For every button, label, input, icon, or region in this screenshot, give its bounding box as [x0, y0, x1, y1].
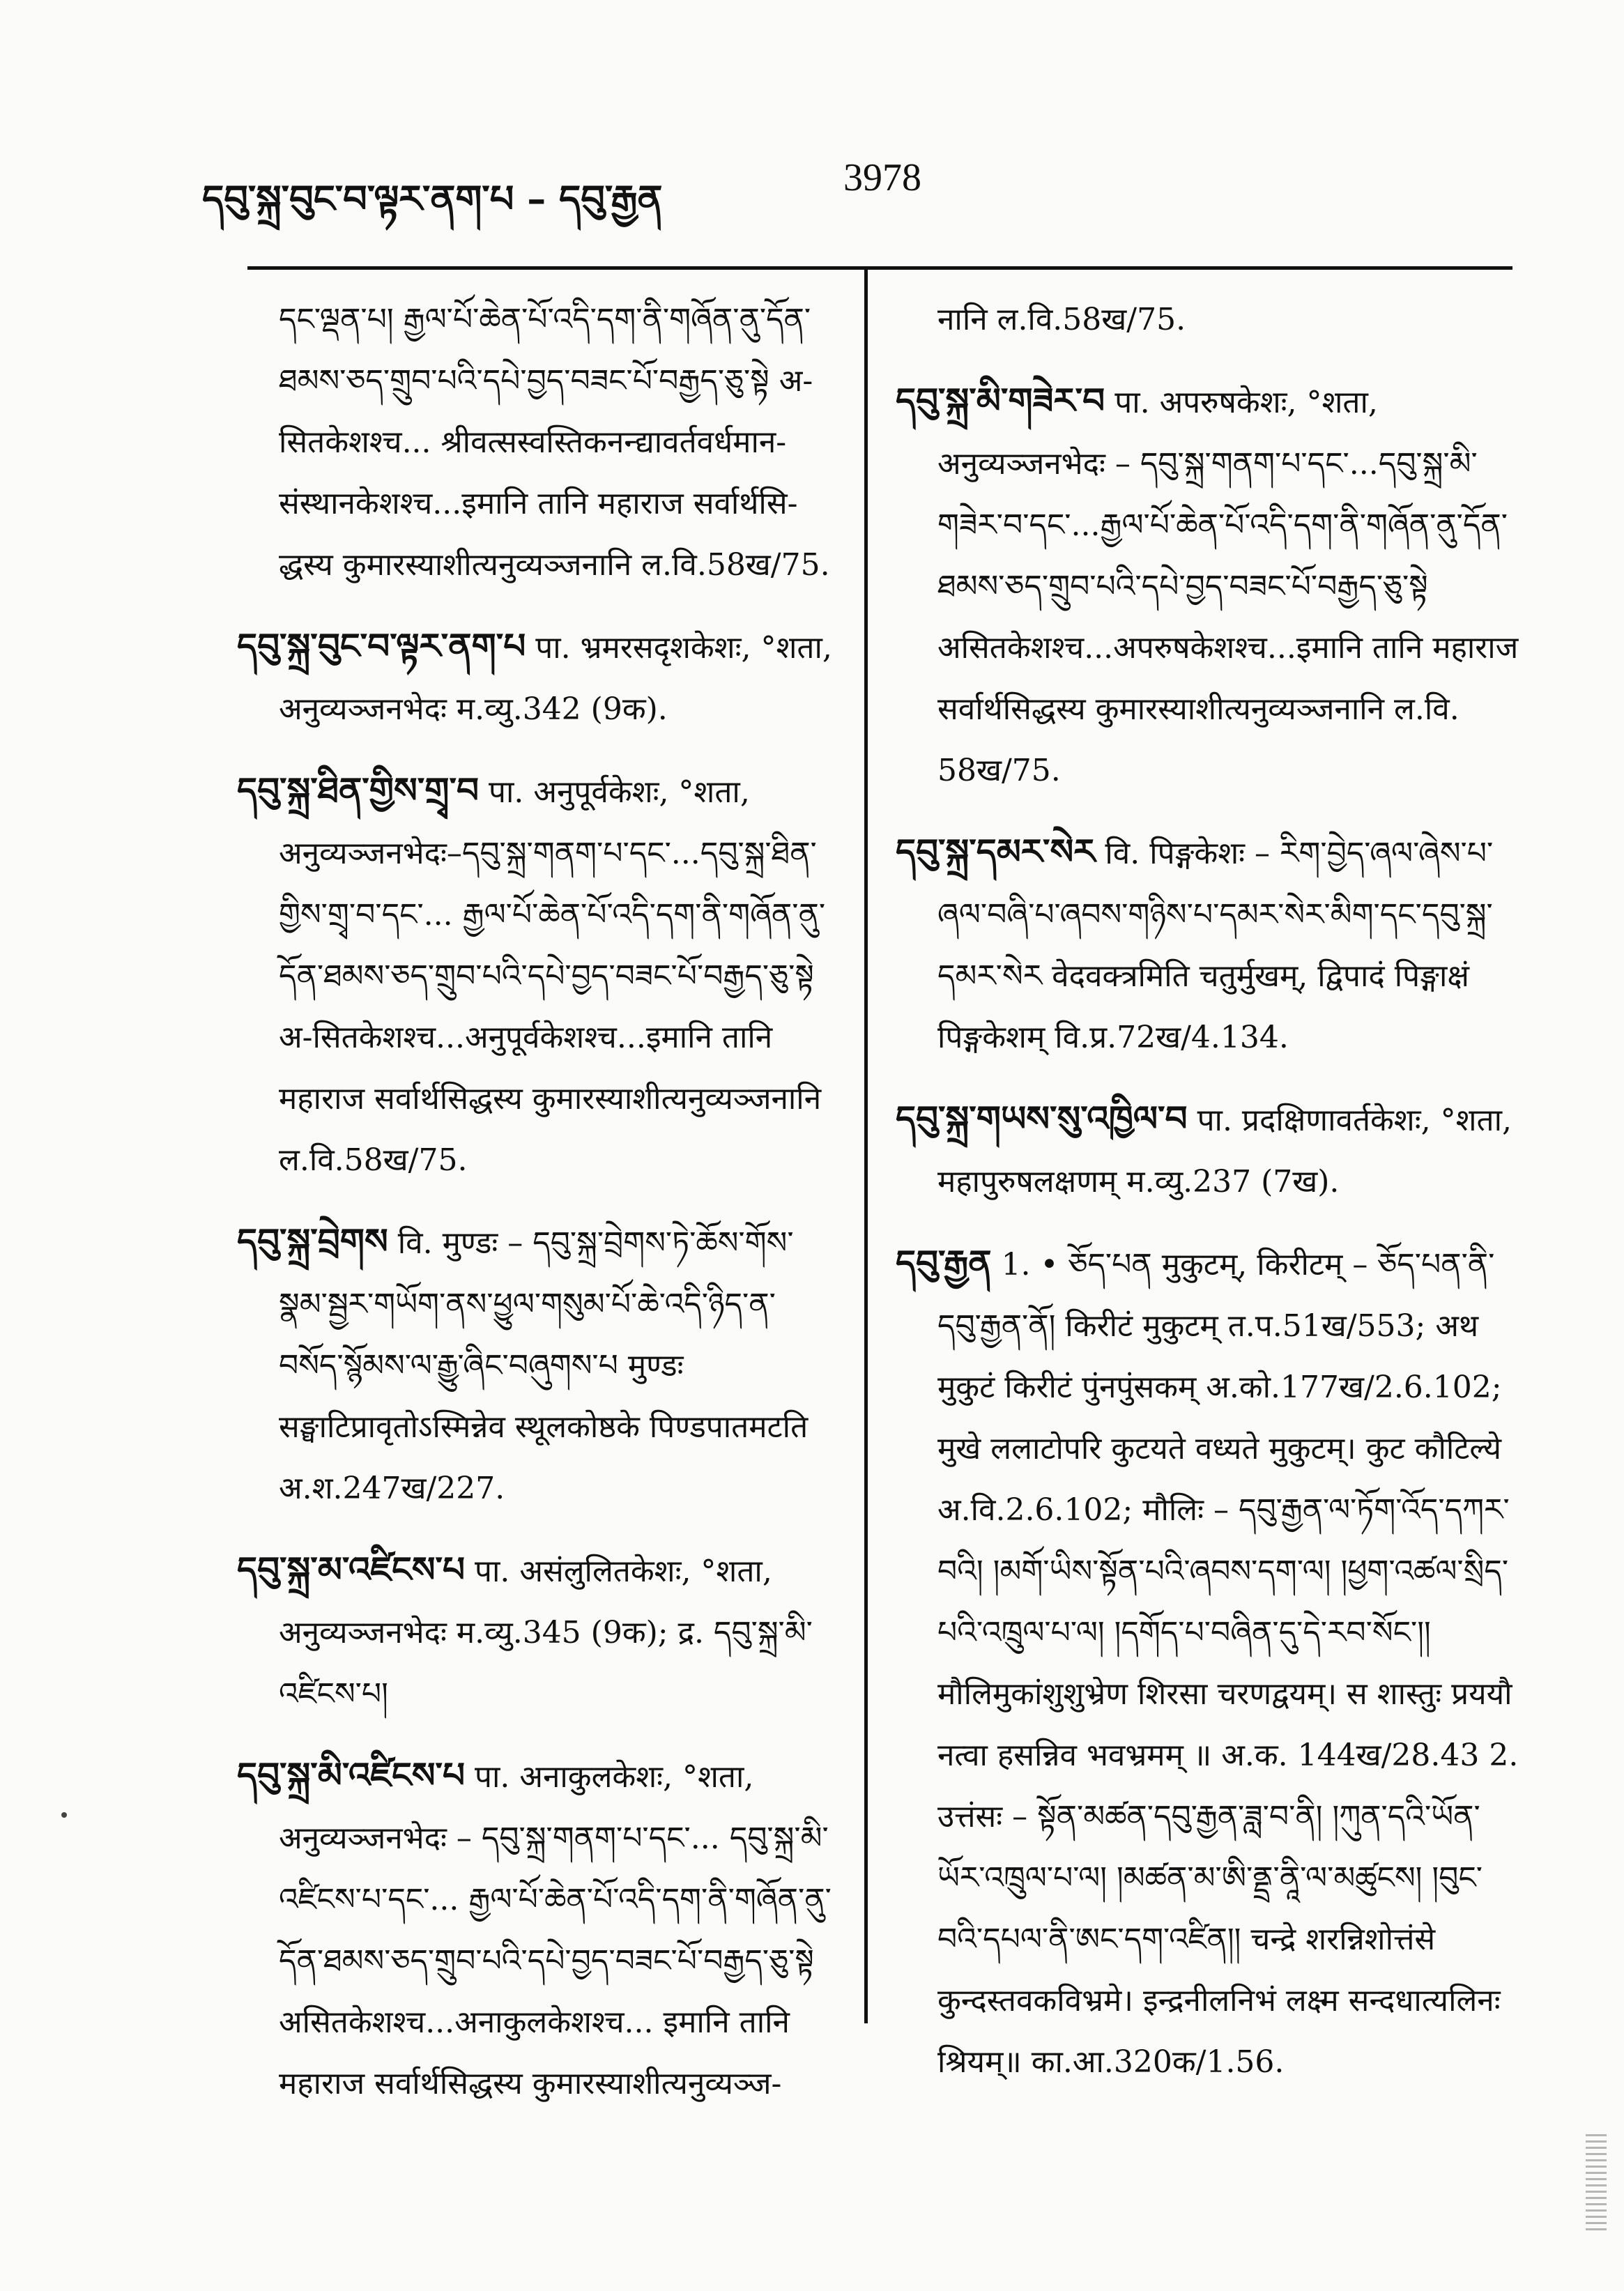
entry-headword: དབུ་སྐྲ་བུང་བ་ལྟར་ནག་པ	[237, 625, 526, 666]
dictionary-entry	[237, 760, 836, 1191]
entry-headword: དབུ་སྐྲ་མ་འཛིངས་པ	[237, 1549, 465, 1590]
dictionary-entry	[896, 370, 1523, 802]
left-column	[237, 289, 836, 2134]
right-column	[896, 289, 1523, 2113]
entry-headword: དབུ་སྐྲ་མི་གཟེར་བ	[896, 380, 1105, 421]
dictionary-entry	[237, 289, 836, 596]
scan-edge-mark	[1586, 2133, 1607, 2230]
dictionary-entry	[237, 615, 836, 740]
dictionary-entry	[237, 1539, 836, 1725]
entry-text: वि. मुण्डः – དབུ་སྐྲ་བྲེགས་ཏེ་ཆོས་གོས་སྣམ་སྦྱར་གཡོག་ནས་ཕྱུལ་གསུམ་པོ་ཆེ་འདི་ཉིད་ན་བསོད་སྙོམས་ལ་རྒྱུ་ཞིང་བཞུགས་པ मुण्डः सङ्घाटिप्रावृतोऽस्मिन्नेव स्थूलकोष्ठके पिण्डपातमटति अ.श.247ख/227.	[279, 1225, 809, 1506]
dictionary-entry	[896, 1232, 1523, 2093]
header-rule	[247, 266, 1512, 270]
entry-text: पा. भ्रमरसदृशकेशः, °शता, अनुव्यञ्जनभेदः म.व्यु.342 (9क).	[279, 630, 832, 727]
guide-words: དབུ་སྐྲ་བུང་བ་ལྟར་ནག་པ – དབུ་རྒྱན	[202, 176, 663, 221]
entry-text: नानि ल.वि.58ख/75.	[937, 302, 1186, 337]
entry-text: पा. अनुपूर्वकेशः, °शता, अनुव्यञ्जनभेदः–དབུ་སྐྲ་གནག་པ་དང་...དབུ་སྐྲ་ཐིན་གྱིས་གྲྭ་བ་དང་... རྒྱལ་པོ་ཆེན་པོ་འདི་དག་ནི་གཞོན་ནུ་དོན་ཐམས་ཅད་གྲུབ་པའི་དཔེ་བྱད་བཟང་པོ་བརྒྱད་ཅུ་སྟེ अ-सितकेशश्च...अनुपूर्वकेशश्च...इमानि तानि महाराज सर्वार्थसिद्धस्य कुमारस्याशीत्यनुव्यञ्जनानि ल.वि.58ख/75.	[279, 774, 826, 1178]
entry-text: पा. अनाकुलकेशः, °शता, अनुव्यञ्जनभेदः – དབུ་སྐྲ་གནག་པ་དང་... དབུ་སྐྲ་མི་འཛིངས་པ་དང་... རྒྱལ་པོ་ཆེན་པོ་འདི་དག་ནི་གཞོན་ནུ་དོན་ཐམས་ཅད་གྲུབ་པའི་དཔེ་བྱད་བཟང་པོ་བརྒྱད་ཅུ་སྟེ असितकेशश्च...अनाकुलकेशश्च... इमानि तानि महाराज सर्वार्थसिद्धस्य कुमारस्याशीत्यनुव्यञ्ज-	[279, 1759, 832, 2101]
entry-text: དང་ལྡན་པ། རྒྱལ་པོ་ཆེན་པོ་འདི་དག་ནི་གཞོན་ནུ་དོན་ཐམས་ཅད་གྲུབ་པའི་དཔེ་བྱད་བཟང་པོ་བརྒྱད་ཅུ་སྟེ अ-सितकेशश्च... श्रीवत्सस्वस्तिकनन्द्यावर्तवर्धमान-संस्थानकेशश्च...इमानि तानि महाराज सर्वार्थसि-द्धस्य कुमारस्याशीत्यनुव्यञ्जनानि ल.वि.58ख/75.	[279, 302, 830, 583]
running-header	[202, 150, 1526, 221]
entry-text: पा. असंलुलितकेशः, °शता, अनुव्यञ्जनभेदः म.व्यु.345 (9क); द्र. དབུ་སྐྲ་མི་འཛིངས་པ།	[279, 1554, 813, 1712]
dictionary-entry	[237, 1745, 836, 2115]
entry-headword: དབུ་རྒྱན	[896, 1242, 992, 1283]
entry-text: वि. पिङ्गकेशः – རིག་བྱེད་ཞལ་ཞེས་པ་ཞལ་བཞི་པ་ཞབས་གཉིས་པ་དམར་སེར་མིག་དང་དབུ་སྐྲ་དམར་སེར वेदवक्त्रमिति चतुर्मुखम्, द्विपादं पिङ्गाक्षं पिङ्गकेशम् वि.प्र.72ख/4.134.	[937, 836, 1494, 1055]
column-divider	[864, 267, 868, 2023]
entry-headword: དབུ་སྐྲ་གཡས་སུ་འཁྱིལ་བ	[896, 1098, 1188, 1139]
dictionary-entry	[896, 289, 1523, 351]
entry-text: पा. प्रदक्षिणावर्तकेशः, °शता, महापुरुषलक्षणम् म.व्यु.237 (7ख).	[937, 1103, 1512, 1200]
entry-headword: དབུ་སྐྲ་བྲེགས	[237, 1220, 388, 1262]
entry-headword: དབུ་སྐྲ་མི་འཛིངས་པ	[237, 1754, 465, 1795]
entry-text: पा. अपरुषकेशः, °शता, अनुव्यञ्जनभेदः – དབུ་སྐྲ་གནག་པ་དང་...དབུ་སྐྲ་མི་གཟེར་བ་དང་...རྒྱལ་པོ་ཆེན་པོ་འདི་དག་ནི་གཞོན་ནུ་དོན་ཐམས་ཅད་གྲུབ་པའི་དཔེ་བྱད་བཟང་པོ་བརྒྱད་ཅུ་སྟེ असितकेशश्च...अपरुषकेशश्च...इमानि तानि महाराज सर्वार्थसिद्धस्य कुमारस्याशीत्यनुव्यञ्जनानि ल.वि. 58ख/75.	[937, 385, 1519, 788]
entry-headword: དབུ་སྐྲ་ཐིན་གྱིས་གྲྭ་བ	[237, 769, 479, 811]
entry-text: 1. • ཅོད་པན मुकुटम्, किरीटम् – ཅོད་པན་ནི་དབུ་རྒྱན་ནོ། किरीटं मुकुटम् त.प.51ख/553; अथ मुकुटं किरीटं पुंनपुंसकम् अ.को.177ख/2.6.102; मुखे ललाटोपरि कुटयते वध्यते मुकुटम्। कुट कौटिल्ये अ.वि.2.6.102; मौलिः – དབུ་རྒྱན་ལ་ཏོག་འོད་དཀར་བའི། །མགོ་ཡིས་སྟོན་པའི་ཞབས་དག་ལ། །ཕྱག་འཚལ་སྲིད་པའི་འཁྲུལ་པ་ལ། །དགོད་པ་བཞིན་དུ་དེ་རབ་སོང་།། मौलिमुकांशुशुभ्रेण शिरसा चरणद्वयम्। स शास्तुः प्रययौ नत्वा हसन्निव भवभ्रमम् ॥ अ.क. 144ख/28.43 2. उत्तंसः – སྟོན་མཚན་དབུ་རྒྱན་ཟླ་བ་ནི། །ཀུན་དའི་ཡོན་ཡོར་འཁྲུལ་པ་ལ། །མཚན་མ་ཨི་ནྡྲ་ནཱི་ལ་མཚུངས། །བུང་བའི་དཔལ་ནི་ཨང་དག་འཛིན།། चन्द्रे शरन्निशोत्तंसे कुन्दस्तवकविभ्रमे। इन्द्रनीलनिभं लक्ष्म सन्दधात्यलिनः श्रियम्॥ का.आ.320क/1.56.	[937, 1247, 1519, 2080]
scan-speck	[61, 1812, 67, 1818]
dictionary-entry	[896, 1088, 1523, 1213]
entry-headword: དབུ་སྐྲ་དམར་སེར	[896, 831, 1096, 872]
page-number: 3978	[843, 156, 921, 199]
dictionary-entry	[237, 1211, 836, 1519]
dictionary-entry	[896, 821, 1523, 1068]
